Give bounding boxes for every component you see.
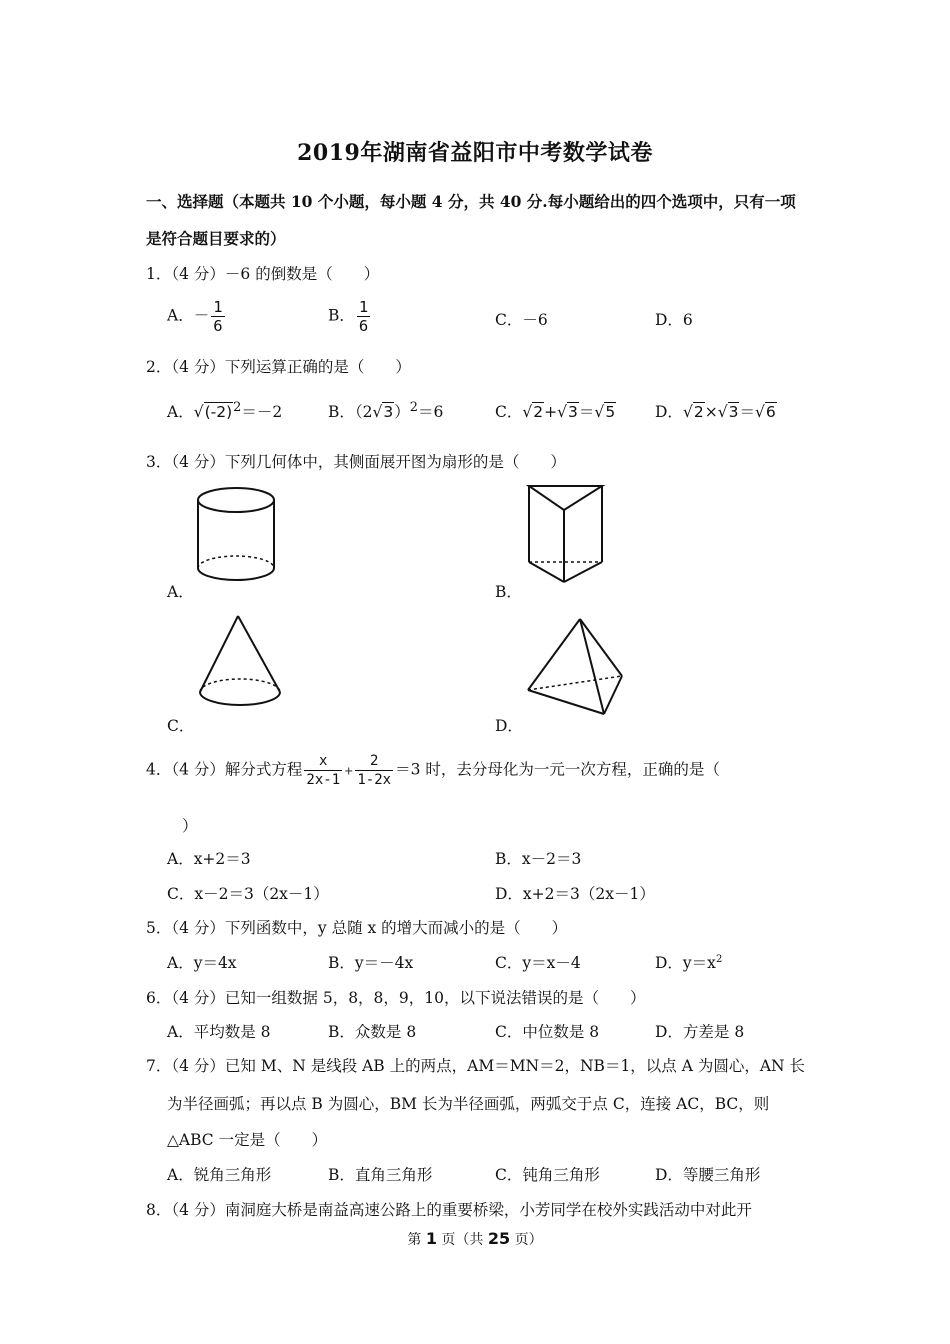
q2-d-label: D．: [655, 403, 683, 421]
tetrahedron-figure: [522, 614, 632, 720]
q4-stem-end: ）: [182, 817, 198, 835]
footer-pre: 第: [407, 1232, 426, 1248]
q2-d-equals: ＝: [739, 403, 755, 421]
sqrt-symbol: √2: [522, 403, 544, 421]
q2-b-paren: ）: [394, 403, 410, 422]
cylinder-figure: [190, 484, 285, 584]
q2-c-radicand-2: 3: [568, 403, 578, 421]
q6-option-c: C．中位数是 8: [495, 1023, 600, 1041]
q2-d-times: ×: [704, 403, 718, 421]
q4-fraction1-denominator: 2x-1: [306, 772, 341, 788]
q5-option-b: B．y＝－4x: [328, 954, 414, 972]
sqrt-symbol: √(-2): [193, 403, 233, 422]
q2-option-d: [655, 400, 777, 422]
q2-option-a: [167, 400, 282, 422]
q6-stem: 6．（4 分）已知一组数据 5，8，8，9，10，以下说法错误的是（ ）: [146, 989, 646, 1007]
triangular-prism-figure: [522, 478, 612, 588]
q5-option-a: A．y＝4x: [167, 954, 237, 972]
q4-option-d: D．x+2＝3（2x－1）: [495, 885, 655, 903]
q5-stem: 5．（4 分）下列函数中，y 总随 x 的增大而减小的是（ ）: [146, 919, 568, 937]
q2-b-radicand: 3: [383, 403, 394, 422]
q4-option-a: A．x+2＝3: [167, 850, 251, 868]
q6-option-b: B．众数是 8: [328, 1023, 417, 1041]
page-footer: [0, 1229, 950, 1249]
page-number: 1: [425, 1229, 437, 1248]
q5-option-c: C．y＝x－4: [495, 954, 581, 972]
q2-c-radicand-3: 5: [605, 403, 616, 421]
q7-stem-line3: △ABC 一定是（ ）: [167, 1131, 328, 1149]
q2-b-label: B．（2: [328, 403, 373, 422]
q4-stem: [146, 752, 720, 789]
q2-d-radicand-3: 6: [765, 403, 776, 421]
q6-option-a: A．平均数是 8: [167, 1023, 271, 1041]
q3-option-c: C．: [167, 717, 195, 735]
q2-a-radicand: (-2): [204, 403, 233, 422]
q2-option-b: [328, 400, 443, 422]
q4-plus: +: [344, 764, 354, 778]
q7-stem-line2: 为半径画弧；再以点 B 为圆心，BM 长为半径画弧，两弧交于点 C，连接 AC，BC，则: [167, 1095, 770, 1113]
sqrt-symbol: √6: [754, 403, 776, 421]
q1-option-a-label: A．－: [167, 306, 210, 325]
page-title: 2019年湖南省益阳市中考数学试卷: [297, 140, 653, 166]
q1-a-denominator: 6: [213, 317, 223, 335]
q2-a-result: ＝－2: [241, 403, 283, 422]
q2-c-equals: ＝: [578, 403, 595, 421]
q1-b-denominator: 6: [358, 317, 369, 335]
q4-option-b: B．x－2＝3: [495, 850, 582, 868]
q1-option-d: D．6: [655, 311, 693, 329]
q4-option-c: C．x－2＝3（2x－1）: [167, 885, 329, 903]
q7-option-a: A．锐角三角形: [167, 1166, 272, 1184]
q8-stem-line1: 8．（4 分）南洞庭大桥是南益高速公路上的重要桥梁，小芳同学在校外实践活动中对此开: [146, 1201, 752, 1219]
q3-option-b: B．: [495, 583, 522, 601]
q1-option-b: [328, 298, 372, 335]
q7-option-d: D．等腰三角形: [655, 1166, 761, 1184]
footer-post: 页）: [510, 1232, 543, 1248]
sqrt-symbol: √3: [717, 403, 739, 421]
q3-option-d: D．: [495, 717, 523, 735]
q5-option-d-text: D．y＝x: [655, 954, 716, 972]
q1-b-numerator: 1: [358, 298, 369, 316]
q5-option-d: [655, 951, 722, 973]
q1-stem: 1．（4 分）－6 的倒数是（ ）: [146, 265, 380, 283]
q2-b-result: ＝6: [418, 403, 444, 422]
page-total: 25: [487, 1229, 511, 1248]
q7-stem-line1: 7．（4 分）已知 M、N 是线段 AB 上的两点，AM＝MN＝2，NB＝1，以点 A 为圆心，AN 长: [146, 1057, 806, 1075]
q3-stem: 3．（4 分）下列几何体中，其侧面展开图为扇形的是（ ）: [146, 453, 566, 471]
q5-option-d-exponent: 2: [715, 953, 723, 965]
section-heading-line2: 是符合题目要求的）: [146, 229, 286, 248]
q4-stem-pre: 4．（4 分）解分式方程: [146, 760, 303, 779]
q7-option-c: C．钝角三角形: [495, 1166, 600, 1184]
q1-a-numerator: 1: [213, 298, 223, 316]
sqrt-symbol: √2: [682, 403, 704, 421]
q2-d-radicand-1: 2: [693, 403, 704, 421]
q2-c-radicand-1: 2: [533, 403, 544, 421]
q3-option-a: A．: [167, 583, 194, 601]
cone-figure: [192, 612, 292, 716]
sqrt-symbol: √5: [594, 403, 616, 421]
q4-fraction1-numerator: x: [304, 752, 342, 771]
q4-fraction2-numerator: 2: [355, 752, 393, 771]
q2-option-c: [495, 400, 616, 422]
q4-stem-post: ＝3 时，去分母化为一元一次方程，正确的是（: [395, 760, 720, 779]
q2-b-exponent: 2: [409, 400, 419, 415]
q4-fraction2-denominator: 1-2x: [357, 772, 392, 788]
q1-option-c: C．－6: [495, 311, 548, 329]
sqrt-symbol: √3: [372, 403, 394, 422]
q2-a-exponent: 2: [233, 400, 242, 415]
q2-c-label: C．: [495, 403, 523, 421]
q2-c-plus: +: [544, 403, 558, 421]
q1-option-a: [167, 298, 227, 335]
q6-option-d: D．方差是 8: [655, 1023, 745, 1041]
q1-option-b-label: B．: [328, 306, 355, 325]
sqrt-symbol: √3: [557, 403, 578, 421]
q2-a-label: A．: [167, 403, 194, 422]
footer-mid: 页（共: [436, 1232, 488, 1248]
section-heading-line1: 一、选择题（本题共 10 个小题，每小题 4 分，共 40 分.每小题给出的四个选项中，只有一项: [146, 192, 796, 211]
q7-option-b: B．直角三角形: [328, 1166, 433, 1184]
q2-stem: 2．（4 分）下列运算正确的是（ ）: [146, 358, 411, 376]
q2-d-radicand-2: 3: [728, 403, 739, 421]
